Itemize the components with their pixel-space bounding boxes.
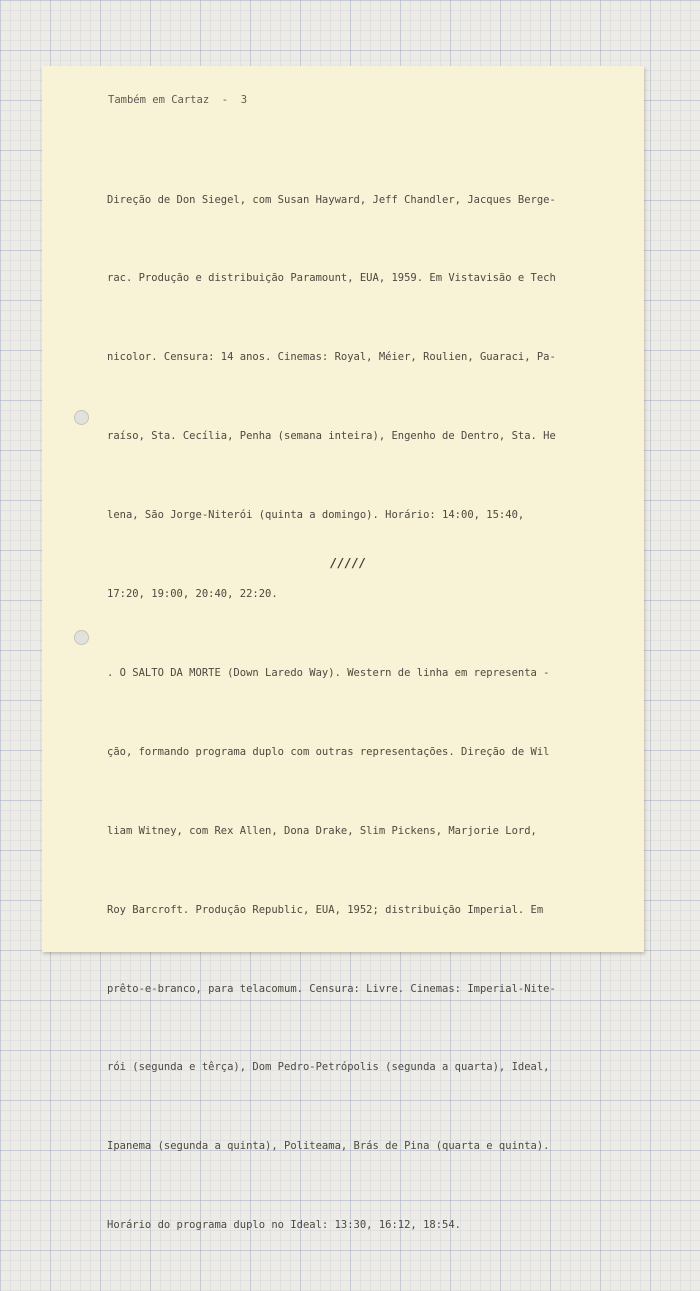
text-line: ção, formando programa duplo com outras representações. Direção de Wil <box>107 745 550 758</box>
text-line: rói (segunda e têrça), Dom Pedro-Petrópolis (segunda a quarta), Ideal, <box>107 1061 550 1074</box>
text-line: raíso, Sta. Cecília, Penha (semana inteira), Engenho de Dentro, Sta. He <box>107 430 556 443</box>
text-line: rac. Produção e distribuição Paramount, EUA, 1959. Em Vistavisão e Tech <box>107 272 556 285</box>
text-line: Direção de Don Siegel, com Susan Hayward, Jeff Chandler, Jacques Berge- <box>107 193 556 206</box>
text-line: Ipanema (segunda a quinta), Politeama, Brás de Pina (quarta e quinta). <box>107 1140 550 1153</box>
text-line: Roy Barcroft. Produção Republic, EUA, 1952; distribuição Imperial. Em <box>107 903 544 916</box>
page-header: Também em Cartaz - 3 <box>108 94 248 106</box>
text-line: prêto-e-branco, para telacomum. Censura: Livre. Cinemas: Imperial-Nite- <box>107 982 556 995</box>
text-line: . O SALTO DA MORTE (Down Laredo Way). Western de linha em representa - <box>107 666 550 679</box>
text-line: 17:20, 19:00, 20:40, 22:20. <box>107 588 278 601</box>
end-mark: ///// <box>330 556 367 570</box>
text-line: liam Witney, com Rex Allen, Dona Drake, Slim Pickens, Marjorie Lord, <box>107 824 537 837</box>
text-line: Horário do programa duplo no Ideal: 13:30, 16:12, 18:54. <box>107 1219 462 1232</box>
body-text <box>107 134 556 1291</box>
punch-hole-bottom <box>74 630 89 645</box>
text-line: lena, São Jorge-Niterói (quinta a domingo). Horário: 14:00, 15:40, <box>107 509 525 522</box>
punch-hole-top <box>74 410 89 425</box>
typewritten-page <box>42 66 644 1232</box>
text-line: nicolor. Censura: 14 anos. Cinemas: Royal, Méier, Roulien, Guaraci, Pa- <box>107 351 556 364</box>
